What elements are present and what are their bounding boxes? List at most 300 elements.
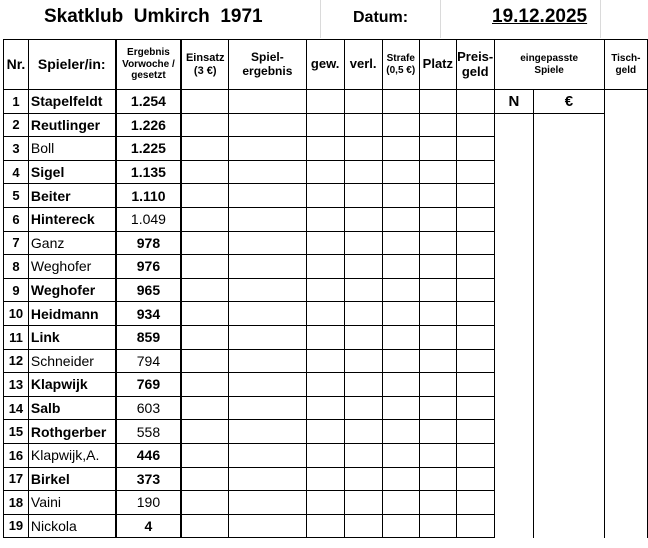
col-spiel-line2: ergebnis [242,63,293,78]
einsatz-cell[interactable] [181,90,228,114]
verl-cell[interactable] [344,255,382,279]
platz-cell[interactable] [419,137,456,161]
col-einsatz-line1: Einsatz [185,51,225,64]
player-score[interactable]: 965 [116,278,182,302]
col-einsatz [181,40,228,90]
header-row [4,40,648,90]
strafe-cell[interactable] [382,349,419,373]
spielergebnis-cell[interactable] [229,184,306,208]
col-tisch-line2: geld [615,64,637,76]
eingepasste-euro-cell[interactable] [534,113,604,137]
preisgeld-cell[interactable] [456,278,494,302]
eingepasste-n-cell[interactable] [494,467,534,491]
spielergebnis-cell[interactable] [229,302,306,326]
table-row [4,160,648,184]
eingepasste-n-cell[interactable] [494,278,534,302]
col-tisch-line1: Tisch- [611,53,641,64]
player-nr: 13 [4,373,29,397]
tischgeld-cell[interactable] [604,255,647,279]
eingepasste-n-cell[interactable] [494,373,534,397]
title-row [0,0,648,38]
eingepasste-n-cell[interactable] [494,207,534,231]
col-strafe-line2: (0,5 €) [386,64,416,76]
player-score[interactable]: 976 [116,255,182,279]
einsatz-cell[interactable] [181,184,228,208]
preisgeld-cell[interactable] [456,137,494,161]
einsatz-cell[interactable] [181,137,228,161]
player-nr: 14 [4,396,29,420]
player-nr: 7 [4,231,29,255]
einsatz-cell[interactable] [181,443,228,467]
player-nr: 18 [4,491,29,515]
strafe-cell[interactable] [382,491,419,515]
tischgeld-cell[interactable] [604,137,647,161]
gew-cell[interactable] [306,137,344,161]
table-row [4,278,648,302]
preisgeld-cell[interactable] [456,514,494,538]
tischgeld-cell[interactable] [604,160,647,184]
player-score[interactable]: 978 [116,231,182,255]
table-row [4,113,648,137]
player-name[interactable]: Stapelfeldt [28,90,115,114]
preisgeld-cell[interactable] [456,443,494,467]
col-preis-line2: geld [461,63,489,79]
player-name[interactable]: Nickola [28,514,115,538]
gew-cell[interactable] [306,514,344,538]
player-nr: 12 [4,349,29,373]
strafe-cell[interactable] [382,443,419,467]
datum-label: Datum: [353,9,409,26]
tischgeld-cell[interactable] [604,420,647,444]
spielergebnis-cell[interactable] [229,420,306,444]
eingepasste-n-cell[interactable] [494,396,534,420]
spielergebnis-cell[interactable] [229,349,306,373]
col-preisgeld [456,40,494,90]
player-name[interactable]: Beiter [28,184,115,208]
player-nr: 11 [4,325,29,349]
table-row [4,373,648,397]
preisgeld-cell[interactable] [456,302,494,326]
verl-cell[interactable] [344,491,382,515]
player-nr: 17 [4,467,29,491]
eingepasste-euro-header: € [534,90,604,114]
eingepasste-euro-cell[interactable] [534,443,604,467]
strafe-cell[interactable] [382,90,419,114]
col-platz: Platz [419,40,456,90]
player-score[interactable]: 446 [116,443,182,467]
einsatz-cell[interactable] [181,207,228,231]
tischgeld-cell[interactable] [604,90,647,114]
table-row [4,90,648,114]
preisgeld-cell[interactable] [456,420,494,444]
player-nr: 9 [4,278,29,302]
eingepasste-euro-cell[interactable] [534,207,604,231]
strafe-cell[interactable] [382,302,419,326]
strafe-cell[interactable] [382,467,419,491]
player-score[interactable]: 603 [116,396,182,420]
platz-cell[interactable] [419,184,456,208]
spielergebnis-cell[interactable] [229,278,306,302]
player-score[interactable]: 373 [116,467,182,491]
tischgeld-cell[interactable] [604,514,647,538]
col-einsatz-line2: (3 €) [193,64,217,77]
player-name[interactable]: Weghofer [28,255,115,279]
player-name[interactable]: Klapwijk,A. [28,443,115,467]
player-nr: 19 [4,514,29,538]
col-ergebnis [116,40,182,90]
verl-cell[interactable] [344,396,382,420]
player-name[interactable]: Klapwijk [28,373,115,397]
platz-cell[interactable] [419,373,456,397]
verl-cell[interactable] [344,349,382,373]
player-name[interactable]: Link [28,325,115,349]
strafe-cell[interactable] [382,160,419,184]
player-nr: 5 [4,184,29,208]
preisgeld-cell[interactable] [456,373,494,397]
table-row [4,137,648,161]
strafe-cell[interactable] [382,373,419,397]
eingepasste-n-cell[interactable] [494,420,534,444]
platz-cell[interactable] [419,396,456,420]
club-title: Skatklub Umkirch 1971 [44,6,263,27]
preisgeld-cell[interactable] [456,396,494,420]
verl-cell[interactable] [344,207,382,231]
player-nr: 3 [4,137,29,161]
gew-cell[interactable] [306,443,344,467]
table-row [4,514,648,538]
eingepasste-euro-cell[interactable] [534,491,604,515]
strafe-cell[interactable] [382,396,419,420]
spielergebnis-cell[interactable] [229,160,306,184]
einsatz-cell[interactable] [181,278,228,302]
verl-cell[interactable] [344,137,382,161]
preisgeld-cell[interactable] [456,255,494,279]
player-score[interactable]: 794 [116,349,182,373]
strafe-cell[interactable] [382,325,419,349]
spielergebnis-cell[interactable] [229,467,306,491]
platz-cell[interactable] [419,491,456,515]
spielergebnis-cell[interactable] [229,231,306,255]
gew-cell[interactable] [306,90,344,114]
einsatz-cell[interactable] [181,514,228,538]
platz-cell[interactable] [419,90,456,114]
eingepasste-euro-cell[interactable] [534,349,604,373]
player-score[interactable]: 1.049 [116,207,182,231]
score-table [3,39,648,538]
tischgeld-cell[interactable] [604,113,647,137]
player-score[interactable]: 1.226 [116,113,182,137]
spielergebnis-cell[interactable] [229,113,306,137]
player-score[interactable]: 4 [116,514,182,538]
strafe-cell[interactable] [382,278,419,302]
eingepasste-euro-cell[interactable] [534,396,604,420]
platz-cell[interactable] [419,349,456,373]
player-score[interactable]: 769 [116,373,182,397]
gew-cell[interactable] [306,349,344,373]
col-eingepasste-line1: eingepasste [520,53,579,64]
player-score[interactable]: 859 [116,325,182,349]
einsatz-cell[interactable] [181,325,228,349]
eingepasste-euro-cell[interactable] [534,467,604,491]
gew-cell[interactable] [306,255,344,279]
col-eingepasste-line2: Spiele [534,64,564,76]
player-name[interactable]: Sigel [28,160,115,184]
col-strafe-line1: Strafe [386,53,415,64]
col-spieler: Spieler/in: [28,40,115,90]
table-row [4,302,648,326]
platz-cell[interactable] [419,325,456,349]
spielergebnis-cell[interactable] [229,396,306,420]
preisgeld-cell[interactable] [456,325,494,349]
table-row [4,184,648,208]
tischgeld-cell[interactable] [604,443,647,467]
strafe-cell[interactable] [382,514,419,538]
player-name[interactable]: Ganz [28,231,115,255]
player-rows [4,90,648,538]
player-nr: 4 [4,160,29,184]
tischgeld-cell[interactable] [604,491,647,515]
preisgeld-cell[interactable] [456,207,494,231]
einsatz-cell[interactable] [181,160,228,184]
tischgeld-cell[interactable] [604,184,647,208]
eingepasste-euro-cell[interactable] [534,231,604,255]
player-name[interactable]: Salb [28,396,115,420]
eingepasste-euro-cell[interactable] [534,373,604,397]
gew-cell[interactable] [306,302,344,326]
gew-cell[interactable] [306,160,344,184]
platz-cell[interactable] [419,420,456,444]
einsatz-cell[interactable] [181,349,228,373]
player-nr: 1 [4,90,29,114]
tischgeld-cell[interactable] [604,207,647,231]
table-row [4,467,648,491]
eingepasste-n-cell[interactable] [494,184,534,208]
gew-cell[interactable] [306,373,344,397]
spielergebnis-cell[interactable] [229,255,306,279]
preisgeld-cell[interactable] [456,467,494,491]
player-name[interactable]: Boll [28,137,115,161]
player-name[interactable]: Reutlinger [28,113,115,137]
einsatz-cell[interactable] [181,113,228,137]
eingepasste-euro-cell[interactable] [534,420,604,444]
col-tischgeld [604,40,647,90]
player-name[interactable]: Vaini [28,491,115,515]
gew-cell[interactable] [306,325,344,349]
spielergebnis-cell[interactable] [229,443,306,467]
eingepasste-n-cell[interactable] [494,231,534,255]
player-score[interactable]: 1.110 [116,184,182,208]
col-preis-line1: Preis- [457,48,494,64]
verl-cell[interactable] [344,113,382,137]
verl-cell[interactable] [344,231,382,255]
platz-cell[interactable] [419,278,456,302]
datum-value[interactable]: 19.12.2025 [492,6,588,27]
verl-cell[interactable] [344,278,382,302]
table-row [4,443,648,467]
einsatz-cell[interactable] [181,396,228,420]
strafe-cell[interactable] [382,207,419,231]
verl-cell[interactable] [344,90,382,114]
col-strafe [382,40,419,90]
spielergebnis-cell[interactable] [229,373,306,397]
tischgeld-cell[interactable] [604,325,647,349]
spielergebnis-cell[interactable] [229,137,306,161]
eingepasste-n-header: N [494,90,534,114]
einsatz-cell[interactable] [181,231,228,255]
spielergebnis-cell[interactable] [229,90,306,114]
eingepasste-euro-cell[interactable] [534,302,604,326]
col-ergebnis-line3: gesetzt [131,70,166,82]
col-spielergebnis [229,40,306,90]
gew-cell[interactable] [306,231,344,255]
col-spiel-line1: Spiel- [251,49,284,64]
strafe-cell[interactable] [382,420,419,444]
eingepasste-euro-cell[interactable] [534,514,604,538]
eingepasste-euro-cell[interactable] [534,137,604,161]
preisgeld-cell[interactable] [456,491,494,515]
eingepasste-euro-cell[interactable] [534,255,604,279]
eingepasste-euro-cell[interactable] [534,325,604,349]
einsatz-cell[interactable] [181,467,228,491]
spielergebnis-cell[interactable] [229,207,306,231]
platz-cell[interactable] [419,514,456,538]
table-row [4,420,648,444]
tischgeld-cell[interactable] [604,278,647,302]
platz-cell[interactable] [419,113,456,137]
strafe-cell[interactable] [382,137,419,161]
preisgeld-cell[interactable] [456,160,494,184]
eingepasste-n-cell[interactable] [494,443,534,467]
strafe-cell[interactable] [382,113,419,137]
verl-cell[interactable] [344,325,382,349]
eingepasste-n-cell[interactable] [494,349,534,373]
col-nr: Nr. [4,40,29,90]
col-verl: verl. [344,40,382,90]
player-name[interactable]: Hintereck [28,207,115,231]
platz-cell[interactable] [419,467,456,491]
verl-cell[interactable] [344,420,382,444]
einsatz-cell[interactable] [181,255,228,279]
table-row [4,255,648,279]
spielergebnis-cell[interactable] [229,514,306,538]
gew-cell[interactable] [306,491,344,515]
eingepasste-n-cell[interactable] [494,160,534,184]
eingepasste-n-cell[interactable] [494,325,534,349]
tischgeld-cell[interactable] [604,302,647,326]
col-gew: gew. [306,40,344,90]
eingepasste-euro-cell[interactable] [534,184,604,208]
einsatz-cell[interactable] [181,373,228,397]
player-name[interactable]: Weghofer [28,278,115,302]
table-row [4,325,648,349]
eingepasste-n-cell[interactable] [494,514,534,538]
strafe-cell[interactable] [382,184,419,208]
spielergebnis-cell[interactable] [229,325,306,349]
verl-cell[interactable] [344,302,382,326]
platz-cell[interactable] [419,207,456,231]
preisgeld-cell[interactable] [456,90,494,114]
player-score[interactable]: 558 [116,420,182,444]
player-nr: 16 [4,443,29,467]
tischgeld-cell[interactable] [604,467,647,491]
table-row [4,396,648,420]
col-eingepasste [494,40,604,90]
table-row [4,231,648,255]
player-score[interactable]: 1.254 [116,90,182,114]
gew-cell[interactable] [306,278,344,302]
spielergebnis-cell[interactable] [229,491,306,515]
eingepasste-n-cell[interactable] [494,491,534,515]
player-score[interactable]: 934 [116,302,182,326]
gew-cell[interactable] [306,467,344,491]
verl-cell[interactable] [344,373,382,397]
player-name[interactable]: Schneider [28,349,115,373]
strafe-cell[interactable] [382,255,419,279]
player-nr: 6 [4,207,29,231]
platz-cell[interactable] [419,160,456,184]
einsatz-cell[interactable] [181,420,228,444]
verl-cell[interactable] [344,160,382,184]
platz-cell[interactable] [419,302,456,326]
platz-cell[interactable] [419,231,456,255]
platz-cell[interactable] [419,255,456,279]
verl-cell[interactable] [344,184,382,208]
eingepasste-n-cell[interactable] [494,137,534,161]
gew-cell[interactable] [306,184,344,208]
player-score[interactable]: 1.135 [116,160,182,184]
strafe-cell[interactable] [382,231,419,255]
preisgeld-cell[interactable] [456,113,494,137]
player-score[interactable]: 1.225 [116,137,182,161]
tischgeld-cell[interactable] [604,349,647,373]
eingepasste-n-cell[interactable] [494,302,534,326]
platz-cell[interactable] [419,443,456,467]
player-nr: 15 [4,420,29,444]
gew-cell[interactable] [306,113,344,137]
einsatz-cell[interactable] [181,491,228,515]
tischgeld-cell[interactable] [604,396,647,420]
gew-cell[interactable] [306,396,344,420]
einsatz-cell[interactable] [181,302,228,326]
gew-cell[interactable] [306,420,344,444]
player-score[interactable]: 190 [116,491,182,515]
eingepasste-n-cell[interactable] [494,113,534,137]
tischgeld-cell[interactable] [604,231,647,255]
verl-cell[interactable] [344,514,382,538]
eingepasste-euro-cell[interactable] [534,278,604,302]
col-ergebnis-line2: Vorwoche / [122,58,175,70]
col-ergebnis-line1: Ergebnis [127,47,170,59]
table-row [4,491,648,515]
tischgeld-cell[interactable] [604,373,647,397]
gew-cell[interactable] [306,207,344,231]
eingepasste-n-cell[interactable] [494,255,534,279]
eingepasste-euro-cell[interactable] [534,160,604,184]
table-row [4,207,648,231]
verl-cell[interactable] [344,467,382,491]
preisgeld-cell[interactable] [456,349,494,373]
player-name[interactable]: Rothgerber [28,420,115,444]
verl-cell[interactable] [344,443,382,467]
preisgeld-cell[interactable] [456,231,494,255]
player-name[interactable]: Heidmann [28,302,115,326]
player-name[interactable]: Birkel [28,467,115,491]
table-row [4,349,648,373]
preisgeld-cell[interactable] [456,184,494,208]
player-nr: 2 [4,113,29,137]
player-nr: 10 [4,302,29,326]
player-nr: 8 [4,255,29,279]
